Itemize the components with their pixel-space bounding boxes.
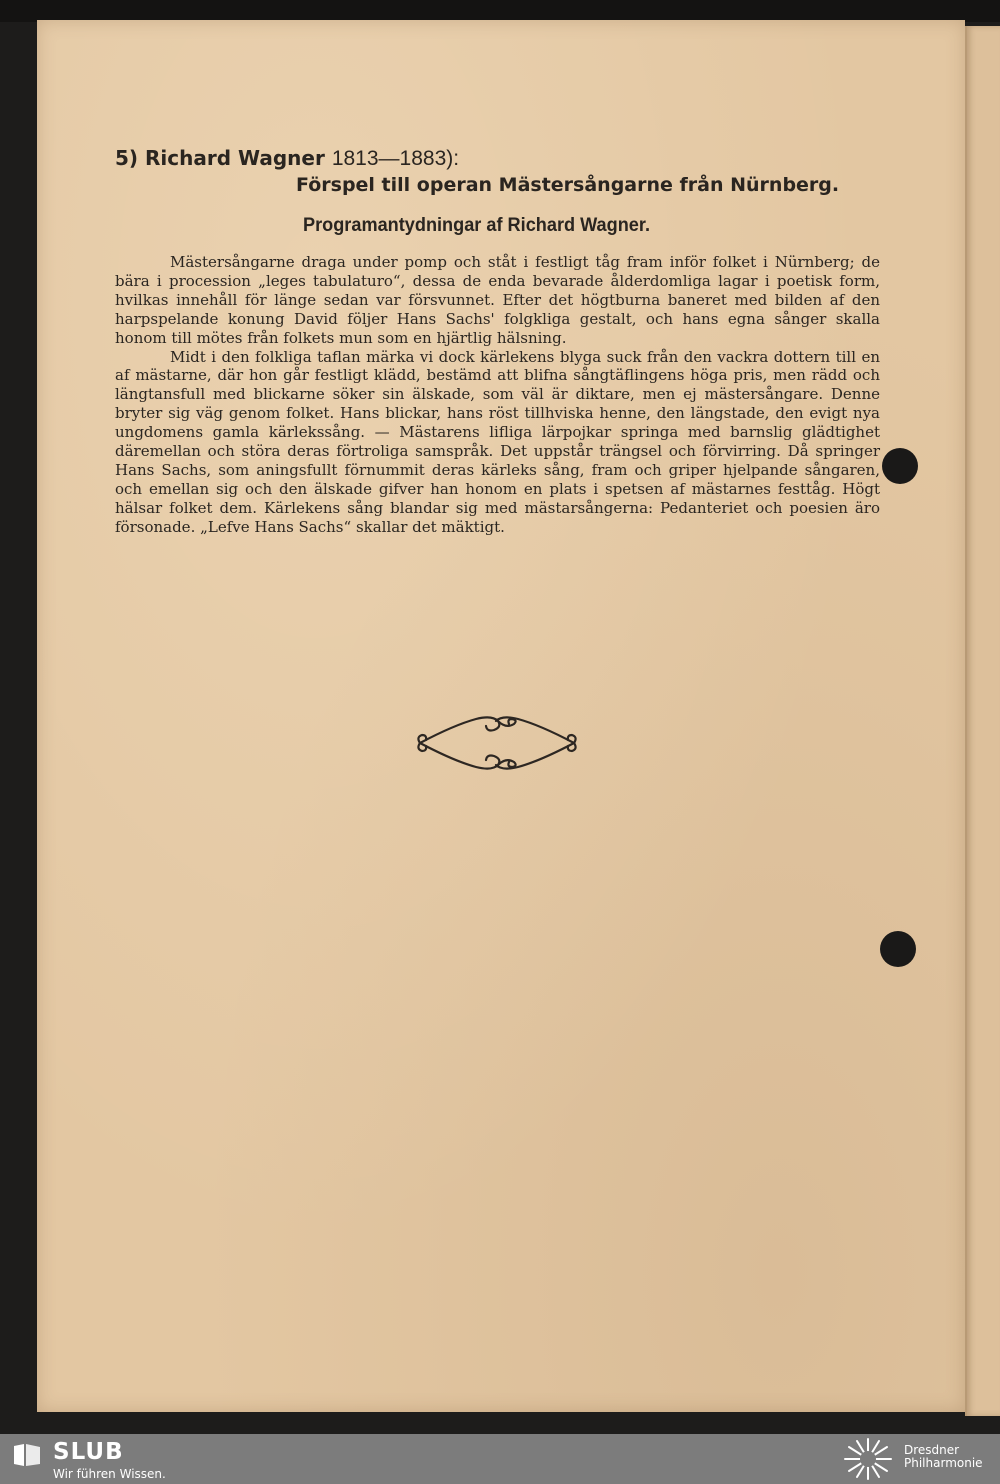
- composer-name: Richard Wagner: [145, 146, 325, 170]
- composer-dates: 1813—1883):: [331, 147, 460, 170]
- program-notes-body: [115, 253, 880, 537]
- footer-bar: [0, 1434, 1000, 1484]
- ornament-flourish-icon: [414, 713, 580, 773]
- philharmonie-logo-icon[interactable]: [843, 1437, 893, 1481]
- slub-logo-icon[interactable]: [12, 1442, 42, 1468]
- section-heading: [115, 146, 875, 171]
- punch-hole: [880, 931, 916, 967]
- section-number: 5): [115, 146, 139, 170]
- work-title: Förspel till operan Mästersångarne från Nürnberg.: [296, 174, 840, 196]
- philharmonie-name-line2: Philharmonie: [904, 1456, 983, 1470]
- slub-tagline: Wir führen Wissen.: [53, 1467, 166, 1481]
- next-page-edge: [965, 26, 1000, 1416]
- punch-hole: [882, 448, 918, 484]
- philharmonie-name-line1: Dresdner: [904, 1443, 960, 1457]
- program-notes-subheading: Programantydningar af Richard Wagner.: [303, 214, 650, 236]
- slub-name[interactable]: SLUB: [53, 1439, 124, 1465]
- scan-background: [0, 0, 1000, 22]
- paragraph-2: Midt i den folkliga taflan märka vi dock kärlekens blyga suck från den vackra dottern till en af mästarne, där hon går festligt klädd, bestämd att blifna sångtäflingens höga pris, men rädd och längtansfull med blickarne söker sin älskade, som väl är diktare, men ej mästersångare. Denne bryter sig väg genom folket. Hans blickar, hans röst tillhviska henne, den längstade, den evigt nya ungdomens gamla kärlekssång. — Mästarens lifliga lärpojkar springa med barnslig glädtighet däremellan och störa deras förtroliga samspråk. Det uppstår trängsel och förvirring. Då springer Hans Sachs, som aningsfullt förnummit deras kärleks sång, fram och griper hjelpande sångaren, och emellan sig och den älskade gifver han honom en plats i spetsen af mästarnes festtåg. Högt hälsar folket dem. Kärlekens sång blandar sig med mästarsångerna: Pedanteriet och poesien äro försonade. „Lefve Hans Sachs“ skallar det mäktigt.: [115, 347, 880, 536]
- paragraph-1: Mästersångarne draga under pomp och ståt i festligt tåg fram inför folket i Nürnberg; de bära i procession „leges tabulaturo“, dessa de enda bevarade ålderdomliga lagar i poetisk form, hvilkas innehåll för länge sedan var försvunnet. Efter det högtburna baneret med bilden af den harpspelande konung David följer Hans Sachs' folgkliga gestalt, och hans egna sånger skalla honom till mötes från folkets mun som en hjärtlig hälsning.: [115, 253, 880, 347]
